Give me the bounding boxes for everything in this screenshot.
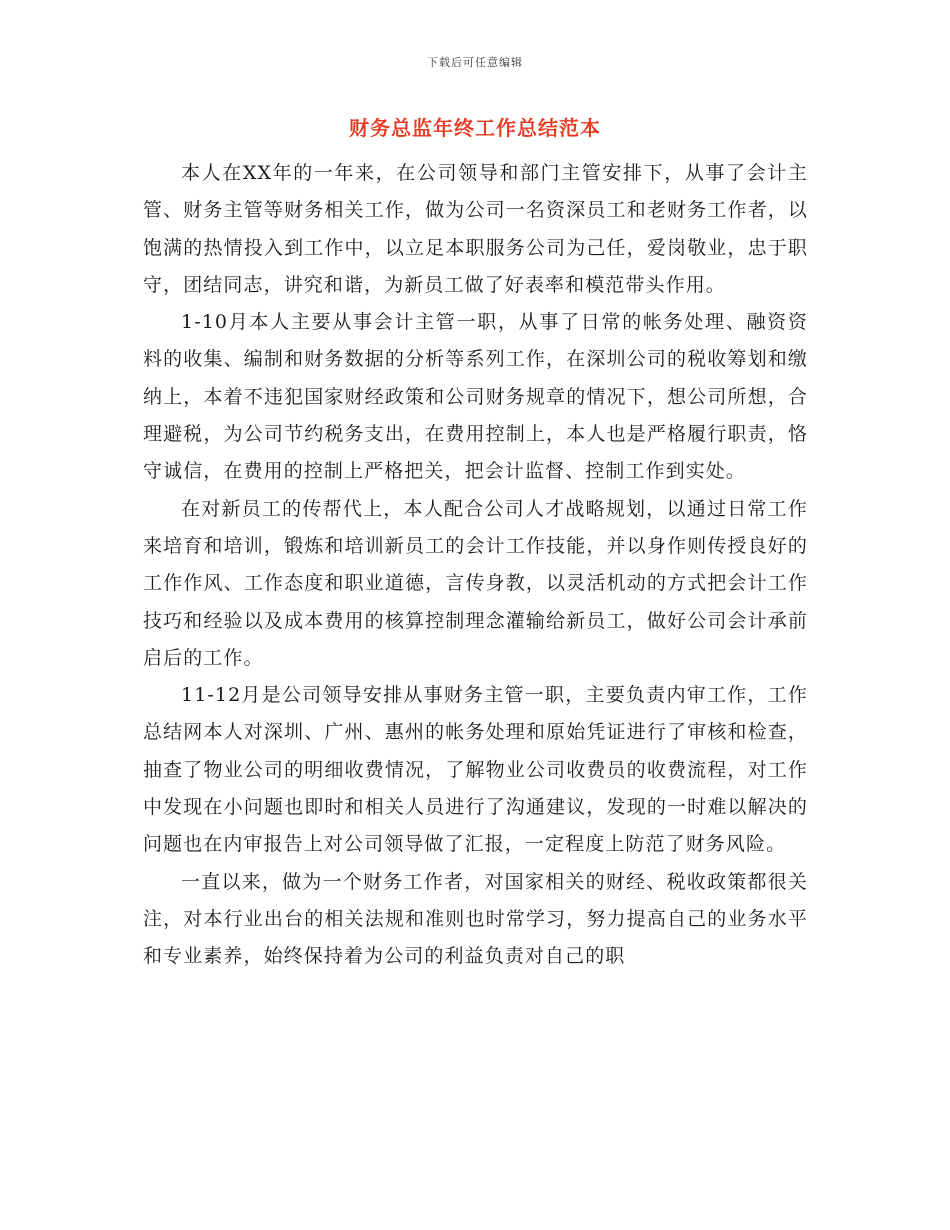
paragraph-5: 一直以来，做为一个财务工作者，对国家相关的财经、税收政策都很关注，对本行业出台的相关法规和准则也时常学习，努力提高自己的业务水平和专业素养，始终保持着为公司的利益负责对自己的职 [143,870,808,968]
paragraph-3: 在对新员工的传帮代上，本人配合公司人才战略规划，以通过日常工作来培育和培训，锻炼和培训新员工的会计工作技能，并以身作则传授良好的工作作风、工作态度和职业道德，言传身教，以灵活机动的方式把会计工作技巧和经验以及成本费用的核算控制理念灌输给新员工，做好公司会计承前启后的工作。 [143,497,808,669]
document-title: 财务总监年终工作总结范本 [349,116,601,140]
header-note: 下载后可任意编辑 [427,56,523,69]
paragraph-1: 本人在XX年的一年来，在公司领导和部门主管安排下，从事了会计主管、财务主管等财务相关工作，做为公司一名资深员工和老财务工作者，以饱满的热情投入到工作中，以立足本职服务公司为己任，爱岗敬业，忠于职守，团结同志，讲究和谐，为新员工做了好表率和模范带头作用。 [143,162,808,296]
paragraph-2: 1-10月本人主要从事会计主管一职，从事了日常的帐务处理、融资资料的收集、编制和财务数据的分析等系列工作，在深圳公司的税收筹划和缴纳上，本着不违犯国家财经政策和公司财务规章的情况下，想公司所想，合理避税，为公司节约税务支出，在费用控制上，本人也是严格履行职责，恪守诚信，在费用的控制上严格把关，把会计监督、控制工作到实处。 [143,311,808,483]
paragraph-4: 11-12月是公司领导安排从事财务主管一职，主要负责内审工作，工作总结网本人对深圳、广州、惠州的帐务处理和原始凭证进行了审核和检查，抽查了物业公司的明细收费情况，了解物业公司收费员的收费流程，对工作中发现在小问题也即时和相关人员进行了沟通建议，发现的一时难以解决的问题也在内审报告上对公司领导做了汇报，一定程度上防范了财务风险。 [143,684,808,856]
document-body [143,155,808,976]
